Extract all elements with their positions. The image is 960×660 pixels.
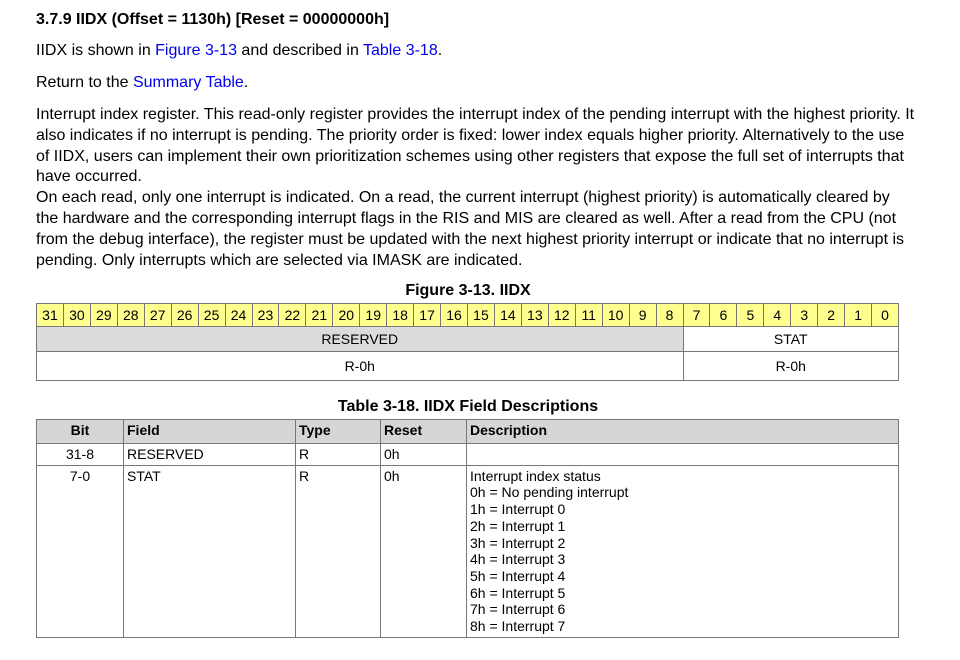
description-line: 6h = Interrupt 5 xyxy=(470,584,566,601)
shown-suffix: . xyxy=(437,42,443,59)
section-heading: 3.7.9 IIDX (Offset = 1130h) [Reset = 00000000h] xyxy=(36,11,390,28)
bit-cell: 1 xyxy=(845,304,872,327)
access-row xyxy=(37,352,899,381)
bit-cell: 8 xyxy=(656,304,683,327)
bit-cell: 2 xyxy=(818,304,845,327)
description-line: Interrupt index status xyxy=(470,467,601,484)
bit-cell: 23 xyxy=(252,304,279,327)
bit-cell: 11 xyxy=(575,304,602,327)
return-line xyxy=(36,74,248,92)
register-diagram xyxy=(36,303,899,381)
bit-cell: 20 xyxy=(333,304,360,327)
bit-cell: 10 xyxy=(602,304,629,327)
header-type: Type xyxy=(296,420,381,444)
stat-access: R-0h xyxy=(683,352,899,381)
bit-cell: 14 xyxy=(494,304,521,327)
table-header-row xyxy=(37,420,899,444)
bit-cell: 6 xyxy=(710,304,737,327)
shown-prefix: IIDX is shown in xyxy=(36,42,156,59)
paragraph-2: On each read, only one interrupt is indicated. On a read, the current interrupt (highest priority) is automatically cleared by the hardware and the corresponding interrupt flags in the RIS and MIS are cleared as well. After a read from the CPU (not from the debug interface), the register must be updated with the next highest priority interrupt or indicate that no interrupt is pending. Only interrupts which are selected via IMASK are indicated. xyxy=(36,189,905,269)
row-reset: 0h xyxy=(381,444,467,466)
header-bit: Bit xyxy=(37,420,124,444)
bit-cell: 29 xyxy=(90,304,117,327)
stat-field: STAT xyxy=(683,327,899,352)
bit-cell: 13 xyxy=(521,304,548,327)
description-line: 5h = Interrupt 4 xyxy=(470,567,566,584)
row-type: R xyxy=(296,444,381,466)
description-line: 4h = Interrupt 3 xyxy=(470,551,566,568)
reserved-field: RESERVED xyxy=(37,327,684,352)
header-description: Description xyxy=(467,420,899,444)
bit-cell: 22 xyxy=(279,304,306,327)
bit-cell: 0 xyxy=(872,304,899,327)
shown-middle: and described in xyxy=(236,42,363,59)
bit-cell: 19 xyxy=(360,304,387,327)
table-title: Table 3-18. IIDX Field Descriptions xyxy=(337,398,599,415)
reserved-access: R-0h xyxy=(37,352,684,381)
bit-cell: 18 xyxy=(387,304,414,327)
bit-cell: 24 xyxy=(225,304,252,327)
field-name-row xyxy=(37,327,899,352)
bit-cell: 16 xyxy=(441,304,468,327)
description-line: 3h = Interrupt 2 xyxy=(470,534,566,551)
bit-cell: 4 xyxy=(764,304,791,327)
bit-cell: 31 xyxy=(37,304,64,327)
figure-link[interactable]: Figure 3-13 xyxy=(155,42,237,59)
row-field: RESERVED xyxy=(124,444,296,466)
return-suffix: . xyxy=(243,74,249,91)
description-line: 2h = Interrupt 1 xyxy=(470,517,566,534)
row-description xyxy=(467,465,899,637)
header-reset: Reset xyxy=(381,420,467,444)
bit-cell: 17 xyxy=(414,304,441,327)
bit-cell: 12 xyxy=(548,304,575,327)
bit-number-row xyxy=(37,304,899,327)
table-row xyxy=(37,444,899,466)
bit-cell: 15 xyxy=(468,304,495,327)
summary-table-link[interactable]: Summary Table xyxy=(132,74,244,91)
header-field: Field xyxy=(124,420,296,444)
row-bit: 7-0 xyxy=(37,465,124,637)
bit-cell: 28 xyxy=(117,304,144,327)
row-type: R xyxy=(296,465,381,637)
bit-cell: 3 xyxy=(791,304,818,327)
bit-cell: 27 xyxy=(144,304,171,327)
bit-cell: 7 xyxy=(683,304,710,327)
row-reset: 0h xyxy=(381,465,467,637)
bit-cell: 21 xyxy=(306,304,333,327)
field-descriptions-table xyxy=(36,419,899,638)
row-description xyxy=(467,444,899,466)
bit-cell: 25 xyxy=(198,304,225,327)
row-field: STAT xyxy=(124,465,296,637)
paragraph-1: Interrupt index register. This read-only register provides the interrupt index of the pending interrupt with the highest priority. It also indicates if no interrupt is pending. The priority order is fixed: lower index equals higher priority. Alternatively to the use of IIDX, users can implement their own prioritization schemes using other registers that expose the full set of interrupts that have occurred. xyxy=(36,106,915,186)
description-text xyxy=(36,105,916,271)
return-prefix: Return to the xyxy=(36,74,133,91)
figure-title: Figure 3-13. IIDX xyxy=(405,282,531,299)
bit-cell: 5 xyxy=(737,304,764,327)
description-line: 7h = Interrupt 6 xyxy=(470,601,566,618)
bit-cell: 9 xyxy=(629,304,656,327)
description-line: 0h = No pending interrupt xyxy=(470,484,629,501)
table-link[interactable]: Table 3-18 xyxy=(363,42,438,59)
bit-cell: 30 xyxy=(63,304,90,327)
table-row xyxy=(37,465,899,637)
description-line: 8h = Interrupt 7 xyxy=(470,618,566,635)
description-line: 1h = Interrupt 0 xyxy=(470,501,566,518)
bit-cell: 26 xyxy=(171,304,198,327)
shown-in-line xyxy=(36,42,442,60)
row-bit: 31-8 xyxy=(37,444,124,466)
